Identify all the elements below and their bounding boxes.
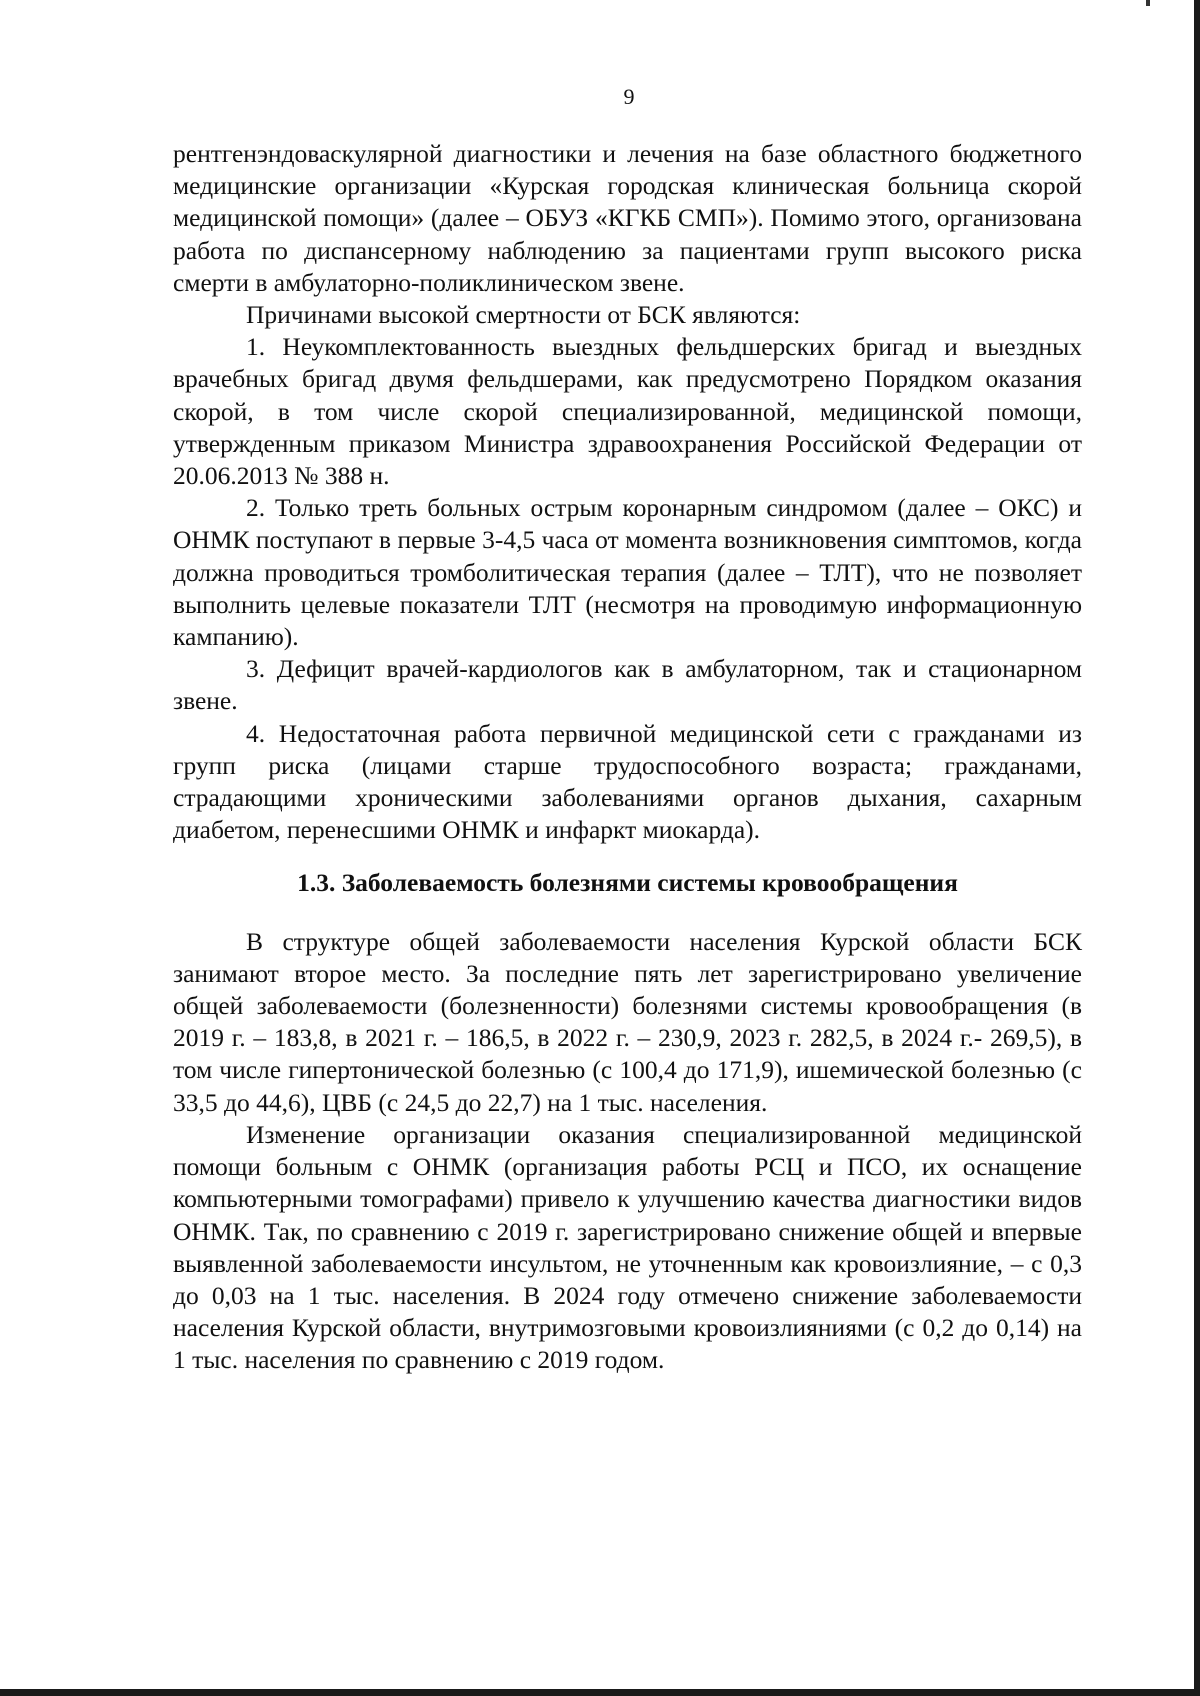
list-item-4: 4. Недостаточная работа первичной медицинской сети с гражданами из групп риска (лицами старше трудоспособного возраста; гражданами, страдающими хроническими заболеваниями органов дыхания, сахарным диабетом, перенесшими ОНМК и инфаркт миокарда). [173,718,1082,845]
list-item-1: 1. Неукомплектованность выездных фельдшерских бригад и выездных врачебных бригад двумя фельдшерами, как предусмотрено Порядком оказания скорой, в том числе скорой специализированной, медицинской помощи, утвержденным приказом Министра здравоохранения Российской Федерации от 20.06.2013 № 388 н. [173,332,1082,491]
paragraph-stroke-care: Изменение организации оказания специализированной медицинской помощи больным с ОНМК (организация работы РСЦ и ПСО, их оснащение компьютерными томографами) привело к улучшению качества диагностики видов ОНМК. Так, по сравнению с 2019 г. зарегистрировано снижение общей и впервые выявленной заболеваемости инсультом, не уточненным как кровоизлияние, – с 0,3 до 0,03 на 1 тыс. населения. В 2024 году отмечено снижение заболеваемости населения Курской области, внутримозговыми кровоизлияниями (с 0,2 до 0,14) на 1 тыс. населения по сравнению с 2019 годом. [173,1119,1082,1375]
paragraph-continuation: рентгенэндоваскулярной диагностики и лечения на базе областного бюджетного медицинские организации «Курская городская клиническая больница скорой медицинской помощи» (далее – ОБУЗ «КГКБ СМП»). Помимо этого, организована работа по диспансерному наблюдению за пациентами групп высокого риска смерти в амбулаторно-поликлиническом звене. [173,139,1082,297]
section-heading: 1.3. Заболеваемость болезнями системы кровообращения [297,868,958,898]
scan-border-bottom [0,1689,1200,1696]
paragraph-causes-intro: Причинами высокой смертности от БСК являются: [246,300,801,330]
paragraph-morbidity: В структуре общей заболеваемости населения Курской области БСК занимают второе место. За последние пять лет зарегистрировано увеличение общей заболеваемости (болезненности) болезнями системы кровообращения (в 2019 г. – 183,8, в 2021 г. – 186,5, в 2022 г. – 230,9, 2023 г. 282,5, в 2024 г.- 269,5), в том числе гипертонической болезнью (с 100,4 до 171,9), ишемической болезнью (с 33,5 до 44,6), ЦВБ (с 24,5 до 22,7) на 1 тыс. населения. [173,926,1082,1117]
scan-mark-top [1146,0,1150,6]
list-item-2: 2. Только треть больных острым коронарным синдромом (далее – ОКС) и ОНМК поступают в первые 3-4,5 часа от момента возникновения симптомов, когда должна проводиться тромболитическая терапия (далее – ТЛТ), что не позволяет выполнить целевые показатели ТЛТ (несмотря на проводимую информационную кампанию). [173,493,1082,652]
page-number: 9 [623,84,635,109]
document-body [173,138,1082,1377]
scan-border-right [1194,0,1200,1696]
list-item-3: 3. Дефицит врачей-кардиологов как в амбулаторном, так и стационарном звене. [173,654,1082,716]
